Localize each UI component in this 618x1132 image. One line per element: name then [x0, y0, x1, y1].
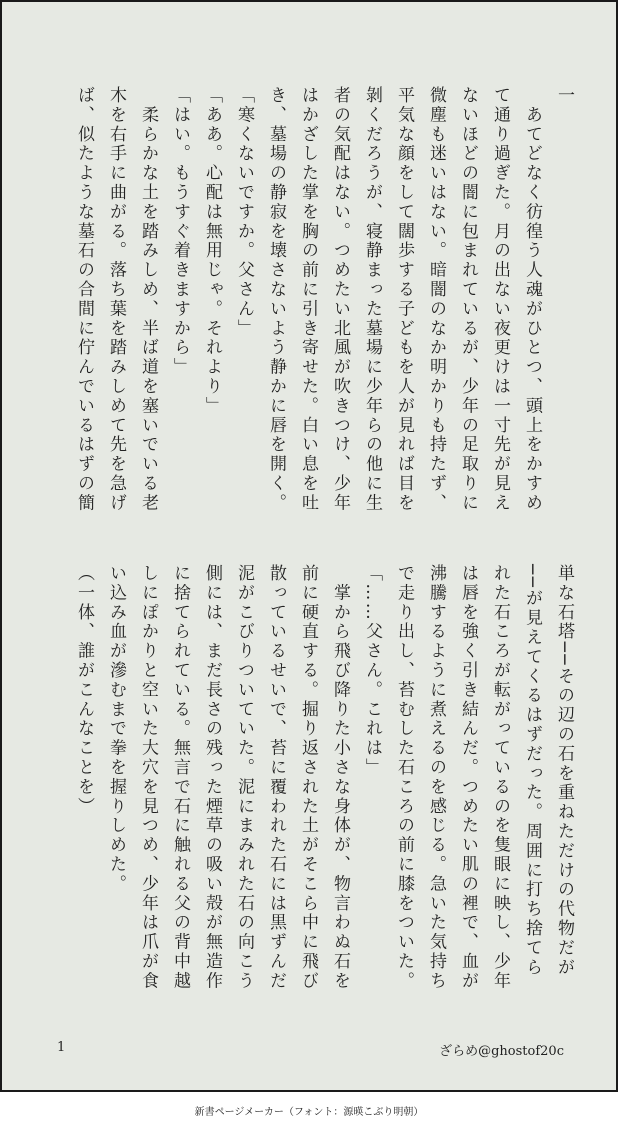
body-text-lower: 単な石塔──その辺の石を重ねただけの代物だが ──が見えてくるはずだった。周囲に打ち捨てら れた石ころが転がっているのを隻眼に映し、少年 は唇を強く引き結んだ。つめたい肌の裡で、血が 沸騰するように煮えるのを感じる。急いた気持ち で走り出し、苔むした石ころの前に膝をついた。 「……父さん。これは」 掌から飛び降りた小さな身体が、物言わぬ石を 前に硬直する。掘り返された土がそこら中に飛び 散っているせいで、苔に覆われた石には黒ずんだ 泥がこびりついていた。泥にまみれた石の向こう 側には、まだ長さの残った煙草の吸い殻が無造作 に捨てられている。無言で石に触れる父の背中越 しにぽかりと空いた大穴を見つめ、少年は爪が食 い込み血が滲むまで拳を握りしめた。 （一体、誰がこんなことを）: [74, 564, 574, 991]
author-handle: ざらめ@ghostof20c: [439, 1044, 564, 1059]
page-number: 1: [57, 1040, 66, 1055]
generator-footer: 新書ページメーカー（フォント：源暎こぶり明朝）: [194, 1107, 424, 1118]
body-text-upper: 一 あてどなく彷徨う人魂がひとつ、頭上をかすめ て通り過ぎた。月の出ない夜更けは一寸先が見え ないほどの闇に包まれているが、少年の足取りに 微塵も迷いはない。暗闇のなか明かりも持たず、 平気な顔をして闊歩する子どもを人が見れば目を 剝くだろうが、寝静まった墓場に少年らの他に生 者の気配はない。つめたい北風が吹きつけ、少年 はかざした掌を胸の前に引き寄せた。白い息を吐 き、墓場の静寂を壊さないよう静かに唇を開く。 「寒くないですか。父さん」 「ああ。心配は無用じゃ。それより」 「はい。もうすぐ着きますから」 柔らかな土を踏みしめ、半ば道を塞いでいる老 木を右手に曲がる。落ち葉を踏みしめて先を急げ ば、似たような墓石の合間に佇んでいるはずの簡: [74, 86, 574, 513]
